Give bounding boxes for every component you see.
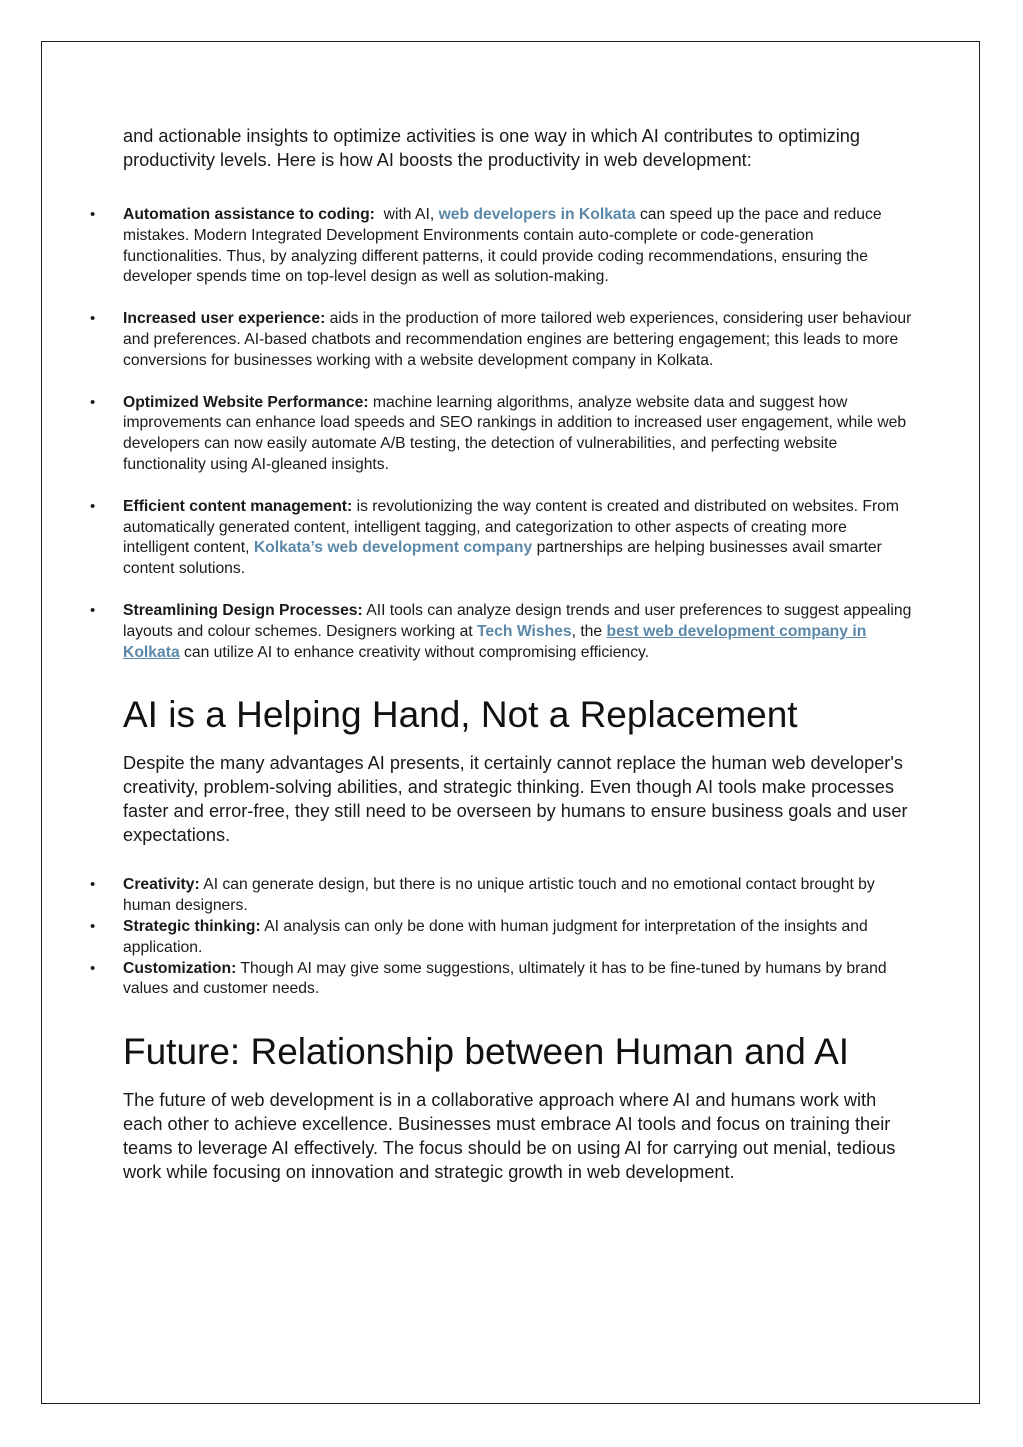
bullet-icon: • <box>90 310 96 328</box>
list-item-term: Efficient content management: <box>123 497 353 515</box>
list-item-text: AI can generate design, but there is no unique artistic touch and no emotional contact brought by human designers. <box>123 876 875 915</box>
bullet-icon: • <box>90 876 96 894</box>
productivity-list <box>90 205 913 663</box>
bullet-icon: • <box>90 917 96 935</box>
list-item <box>90 917 913 959</box>
list-item <box>90 601 913 663</box>
list-item-term: Automation assistance to coding: <box>123 206 375 223</box>
bullet-icon: • <box>90 497 96 515</box>
document-body <box>90 124 913 1184</box>
link-best-web-development-company[interactable]: best web development company in Kolkata <box>123 622 867 661</box>
bullet-icon: • <box>90 393 96 411</box>
section-heading-future: Future: Relationship between Human and AI <box>123 1031 850 1073</box>
list-item-term: Increased user experience: <box>123 310 326 328</box>
list-item <box>90 875 913 917</box>
list-item <box>90 309 913 371</box>
list-item-term: Streamlining Design Processes: <box>123 601 363 619</box>
future-paragraph: The future of web development is in a collaborative approach where AI and humans work with each other to achieve excellence. Businesses must embrace AI tools and focus on training their teams to leverage AI effectively. The focus should be on using AI for carrying out menial, tedious work while focusing on innovation and strategic growth in web development. <box>123 1090 896 1183</box>
list-item-term: Strategic thinking: <box>123 917 261 935</box>
link-tech-wishes[interactable]: Tech Wishes <box>477 622 572 640</box>
list-item-text: AII tools can analyze design trends and user preferences to suggest appealing layouts and colour schemes. Designers working at <box>123 601 912 640</box>
list-item-text: can utilize AI to enhance creativity without compromising efficiency. <box>179 643 650 661</box>
link-kolkata-web-development-company[interactable]: Kolkata’s web development company <box>253 539 533 557</box>
list-item-text: , the <box>571 622 607 640</box>
list-item-text: AI analysis can only be done with human judgment for interpretation of the insights and application. <box>123 917 868 956</box>
list-item-term: Customization: <box>123 959 237 977</box>
bullet-icon: • <box>90 601 96 619</box>
list-item-text: Though AI may give some suggestions, ultimately it has to be fine-tuned by humans by brand values and customer needs. <box>123 959 887 998</box>
list-item-text: with AI, <box>374 206 439 223</box>
intro-paragraph: and actionable insights to optimize activities is one way in which AI contributes to optimizing productivity levels. Here is how AI boosts the productivity in web development: <box>123 126 860 170</box>
list-item-term: Optimized Website Performance: <box>123 393 369 411</box>
list-item <box>90 959 913 1001</box>
list-item-term: Creativity: <box>123 876 200 894</box>
list-item-text: can speed up the pace and reduce mistakes. Modern Integrated Development Environments contain auto-complete or code-generation functionalities. Thus, by analyzing different patterns, it could provide coding recommendations, ensuring the developer spends time on top-level design as well as solution-making. <box>123 206 882 286</box>
list-item-text: is revolutionizing the way content is created and distributed on websites. From automatically generated content, intelligent tagging, and categorization to other aspects of creating more intelligent content, <box>123 497 899 557</box>
list-item <box>90 205 913 288</box>
human-strengths-list <box>90 875 913 1000</box>
link-web-developers-kolkata[interactable]: web developers in Kolkata <box>438 206 636 223</box>
list-item <box>90 393 913 476</box>
helping-hand-paragraph: Despite the many advantages AI presents, it certainly cannot replace the human web developer's creativity, problem-solving abilities, and strategic thinking. Even though AI tools make processes faster and error-free, they still need to be overseen by humans to ensure business goals and user expectations. <box>123 753 908 846</box>
section-heading-helping-hand: AI is a Helping Hand, Not a Replacement <box>123 694 798 736</box>
bullet-icon: • <box>90 206 96 223</box>
list-item-text: partnerships are helping businesses avail smarter content solutions. <box>123 539 882 578</box>
list-item-text: aids in the production of more tailored web experiences, considering user behaviour and preferences. AI-based chatbots and recommendation engines are bettering engagement; this leads to more conversions for businesses working with a website development company in Kolkata. <box>123 310 912 369</box>
list-item-text: machine learning algorithms, analyze website data and suggest how improvements can enhance load speeds and SEO rankings in addition to increased user engagement, while web developers can now easily automate A/B testing, the detection of vulnerabilities, and perfecting website functionality using AI-gleaned insights. <box>123 393 907 473</box>
list-item <box>90 497 913 580</box>
bullet-icon: • <box>90 959 96 977</box>
